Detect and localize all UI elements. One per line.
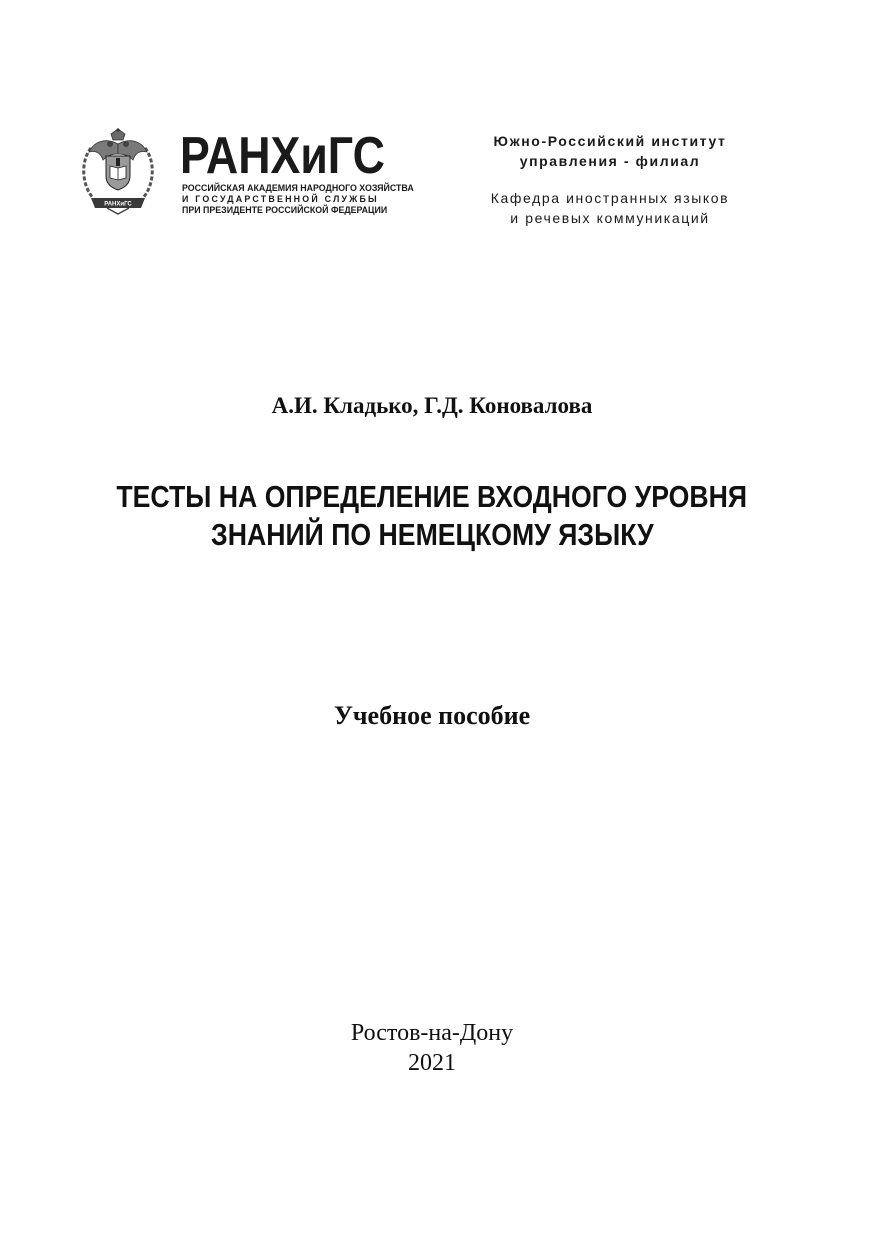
logo-subtitle-line-2: И ГОСУДАРСТВЕННОЙ СЛУЖБЫ (182, 194, 379, 205)
ranepa-eagle-emblem-icon (77, 128, 159, 216)
book-title-text-1: ТЕСТЫ НА ОПРЕДЕЛЕНИЕ ВХОДНОГО УРОВНЯ (116, 479, 748, 514)
logo-subtitle-line-1: РОССИЙСКАЯ АКАДЕМИЯ НАРОДНОГО ХОЗЯЙСТВА (182, 183, 414, 194)
book-title-line-1 (0, 478, 864, 516)
institute-name-line-1: Южно-Российский институт (493, 133, 727, 149)
institute-name-line-2: управления - филиал (519, 153, 701, 169)
publication-city: Ростов-на-Дону (350, 1020, 514, 1046)
logo-wordmark: РАНХиГС (180, 127, 385, 185)
book-title-line-2 (0, 516, 864, 554)
book-title-text-2: ЗНАНИЙ ПО НЕМЕЦКОМУ ЯЗЫКУ (210, 517, 654, 552)
logo-subtitle-line-3: ПРИ ПРЕЗИДЕНТЕ РОССИЙСКОЙ ФЕДЕРАЦИИ (182, 205, 388, 216)
department-name-line-2: и речевых коммуникаций (510, 210, 710, 226)
department-name-line-1: Кафедра иностранных языков (490, 190, 730, 206)
emblem-ribbon-text: РАНХиГС (104, 201, 132, 208)
book-type: Учебное пособие (333, 701, 531, 730)
authors: А.И. Кладько, Г.Д. Коновалова (271, 393, 593, 418)
publication-year: 2021 (408, 1050, 456, 1076)
